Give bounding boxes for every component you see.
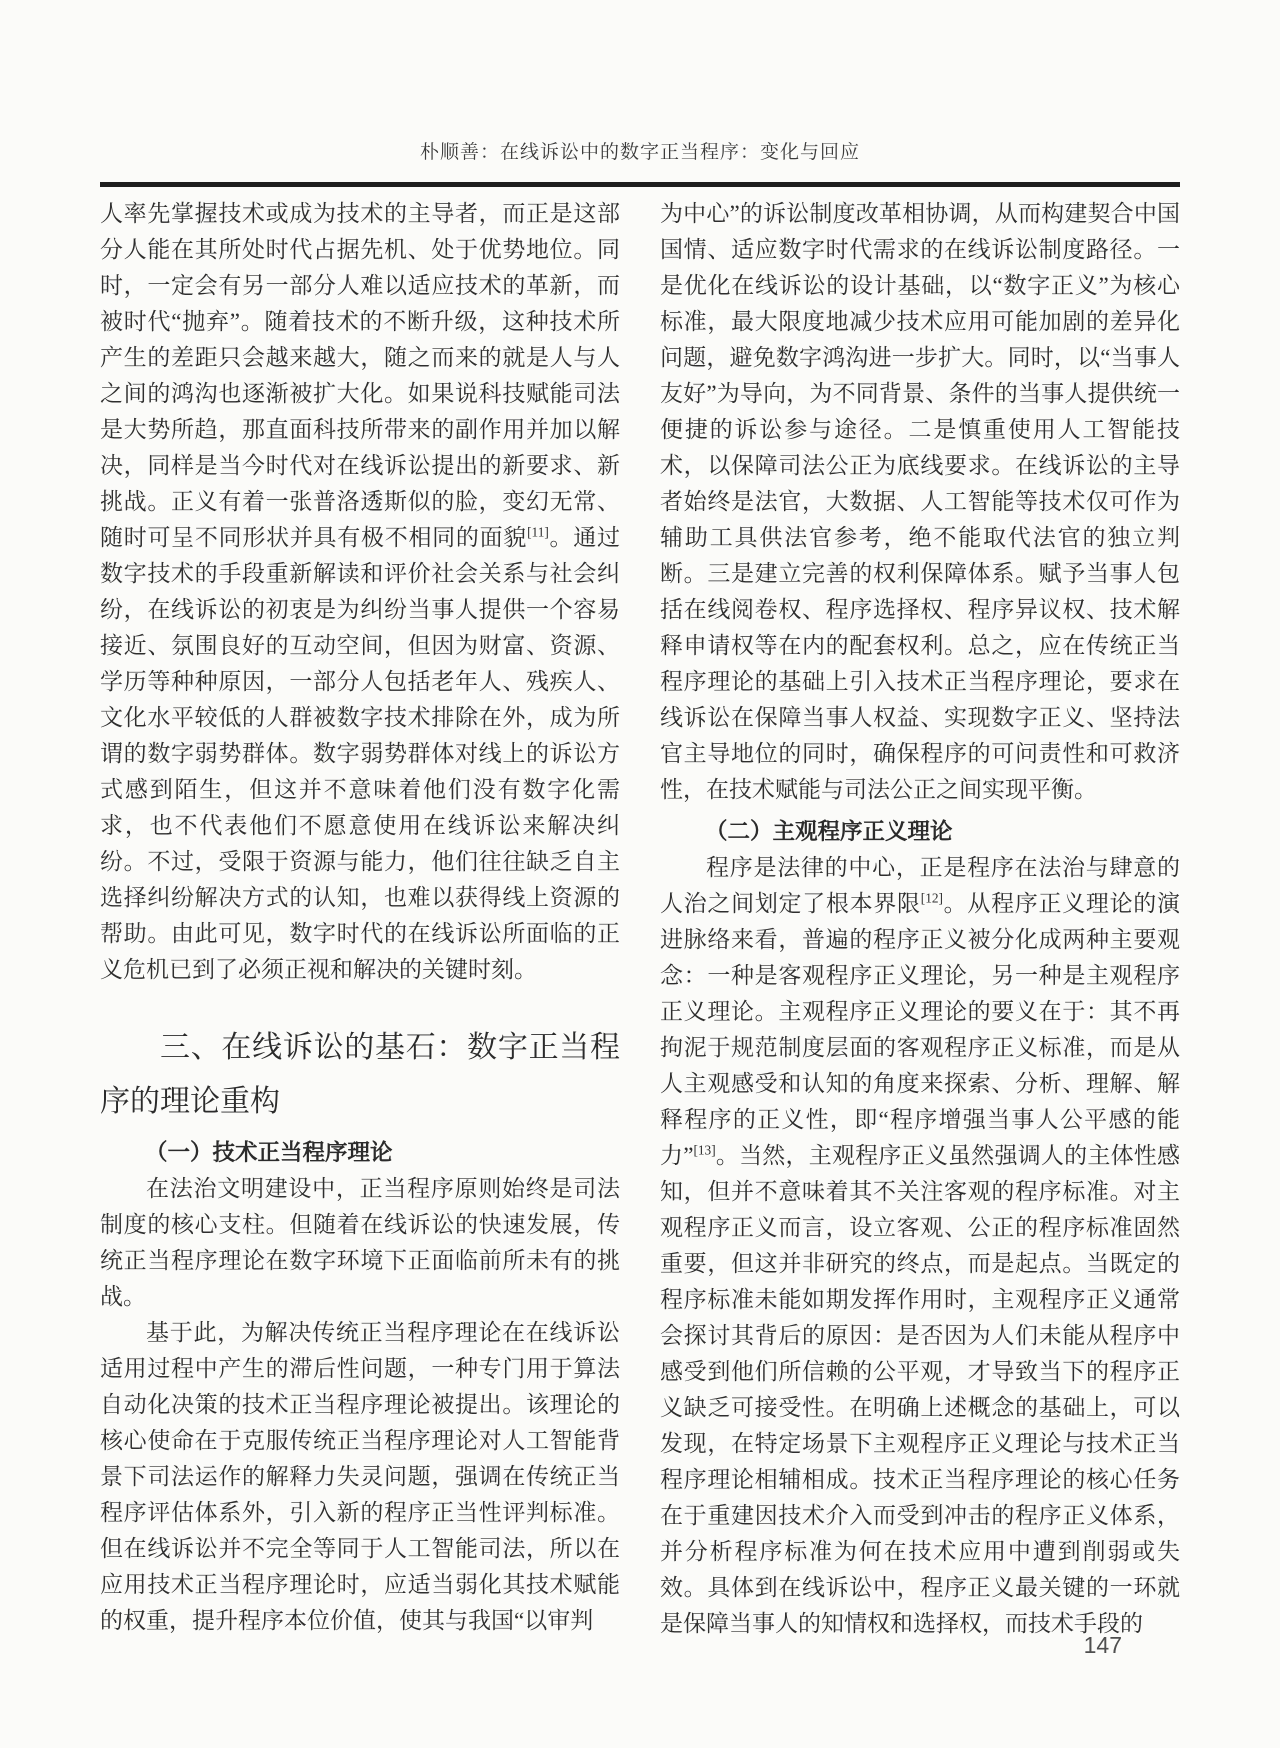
page-content	[100, 0, 1180, 1642]
page-header	[100, 0, 1180, 187]
paragraph-continuation: 人率先掌握技术或成为技术的主导者，而正是这部分人能在其所处时代占据先机、处于优势地位。同时，一定会有另一部分人难以适应技术的革新，而被时代“抛弃”。随着技术的不断升级，这种技术所产生的差距只会越来越大，随之而来的就是人与人之间的鸿沟也逐渐被扩大化。如果说科技赋能司法是大势所趋，那直面科技所带来的副作用并加以解决，同样是当今时代对在线诉讼提出的新要求、新挑战。正义有着一张普洛透斯似的脸，变幻无常、随时可呈不同形状并具有极不相同的面貌[11]。通过数字技术的手段重新解读和评价社会关系与社会纠纷，在线诉讼的初衷是为纠纷当事人提供一个容易接近、氛围良好的互动空间，但因为财富、资源、学历等种种原因，一部分人包括老年人、残疾人、文化水平较低的人群被数字技术排除在外，成为所谓的数字弱势群体。数字弱势群体对线上的诉讼方式感到陌生，但这并不意味着他们没有数字化需求，也不代表他们不愿意使用在线诉讼来解决纠纷。不过，受限于资源与能力，他们往往缺乏自主选择纠纷解决方式的认知，也难以获得线上资源的帮助。由此可见，数字时代的在线诉讼所面临的正义危机已到了必须正视和解决的关键时刻。	[100, 201, 621, 982]
subsection-heading-2: （二）主观程序正义理论	[705, 819, 953, 844]
section-heading: 三、在线诉讼的基石：数字正当程序的理论重构	[100, 1031, 620, 1118]
paragraph: 在法治文明建设中，正当程序原则始终是司法制度的核心支柱。但随着在线诉讼的快速发展，传统正当程序理论在数字环境下正面临前所未有的挑战。	[100, 1176, 620, 1309]
article-body	[100, 196, 1180, 1642]
header-rule	[100, 182, 1180, 187]
page-number: 147	[1083, 1632, 1122, 1658]
paragraph-continuation: 为中心”的诉讼制度改革相协调，从而构建契合中国国情、适应数字时代需求的在线诉讼制度路径。一是优化在线诉讼的设计基础，以“数字正义”为核心标准，最大限度地减少技术应用可能加剧的差异化问题，避免数字鸿沟进一步扩大。同时，以“当事人友好”为导向，为不同背景、条件的当事人提供统一便捷的诉讼参与途径。二是慎重使用人工智能技术，以保障司法公正为底线要求。在线诉讼的主导者始终是法官，大数据、人工智能等技术仅可作为辅助工具供法官参考，绝不能取代法官的独立判断。三是建立完善的权利保障体系。赋予当事人包括在线阅卷权、程序选择权、程序异议权、技术解释申请权等在内的配套权利。总之，应在传统正当程序理论的基础上引入技术正当程序理论，要求在线诉讼在保障当事人权益、实现数字正义、坚持法官主导地位的同时，确保程序的可问责性和可救济性，在技术赋能与司法公正之间实现平衡。	[660, 201, 1180, 802]
paragraph: 程序是法律的中心，正是程序在法治与肆意的人治之间划定了根本界限[12]。从程序正义理论的演进脉络来看，普遍的程序正义被分化成两种主要观念：一种是客观程序正义理论，另一种是主观程序正义理论。主观程序正义理论的要义在于：其不再拘泥于规范制度层面的客观程序正义标准，而是从人主观感受和认知的角度来探索、分析、理解、解释程序的正义性，即“程序增强当事人公平感的能力”[13]。当然，主观程序正义虽然强调人的主体性感知，但并不意味着其不关注客观的程序标准。对主观程序正义而言，设立客观、公正的程序标准固然重要，但这并非研究的终点，而是起点。当既定的程序标准未能如期发挥作用时，主观程序正义通常会探讨其背后的原因：是否因为人们未能从程序中感受到他们所信赖的公平观，才导致当下的程序正义缺乏可接受性。在明确上述概念的基础上，可以发现，在特定场景下主观程序正义理论与技术正当程序理论相辅相成。技术正当程序理论的核心任务在于重建因技术介入而受到冲击的程序正义体系，并分析程序标准为何在技术应用中遭到削弱或失效。具体到在线诉讼中，程序正义最关键的一环就是保障当事人的知情权和选择权，而技术手段的	[660, 855, 1181, 1636]
subsection-heading-1: （一）技术正当程序理论	[145, 1140, 393, 1165]
right-column	[660, 196, 1180, 1642]
paragraph: 基于此，为解决传统正当程序理论在在线诉讼适用过程中产生的滞后性问题，一种专门用于算法自动化决策的技术正当程序理论被提出。该理论的核心使命在于克服传统正当程序理论对人工智能背景下司法运作的解释力失灵问题，强调在传统正当程序评估体系外，引入新的程序正当性评判标准。但在线诉讼并不完全等同于人工智能司法，所以在应用技术正当程序理论时，应适当弱化其技术赋能的权重，提升程序本位价值，使其与我国“以审判	[100, 1320, 620, 1633]
left-column	[100, 196, 620, 1642]
running-title: 朴顺善：在线诉讼中的数字正当程序：变化与回应	[419, 142, 860, 163]
